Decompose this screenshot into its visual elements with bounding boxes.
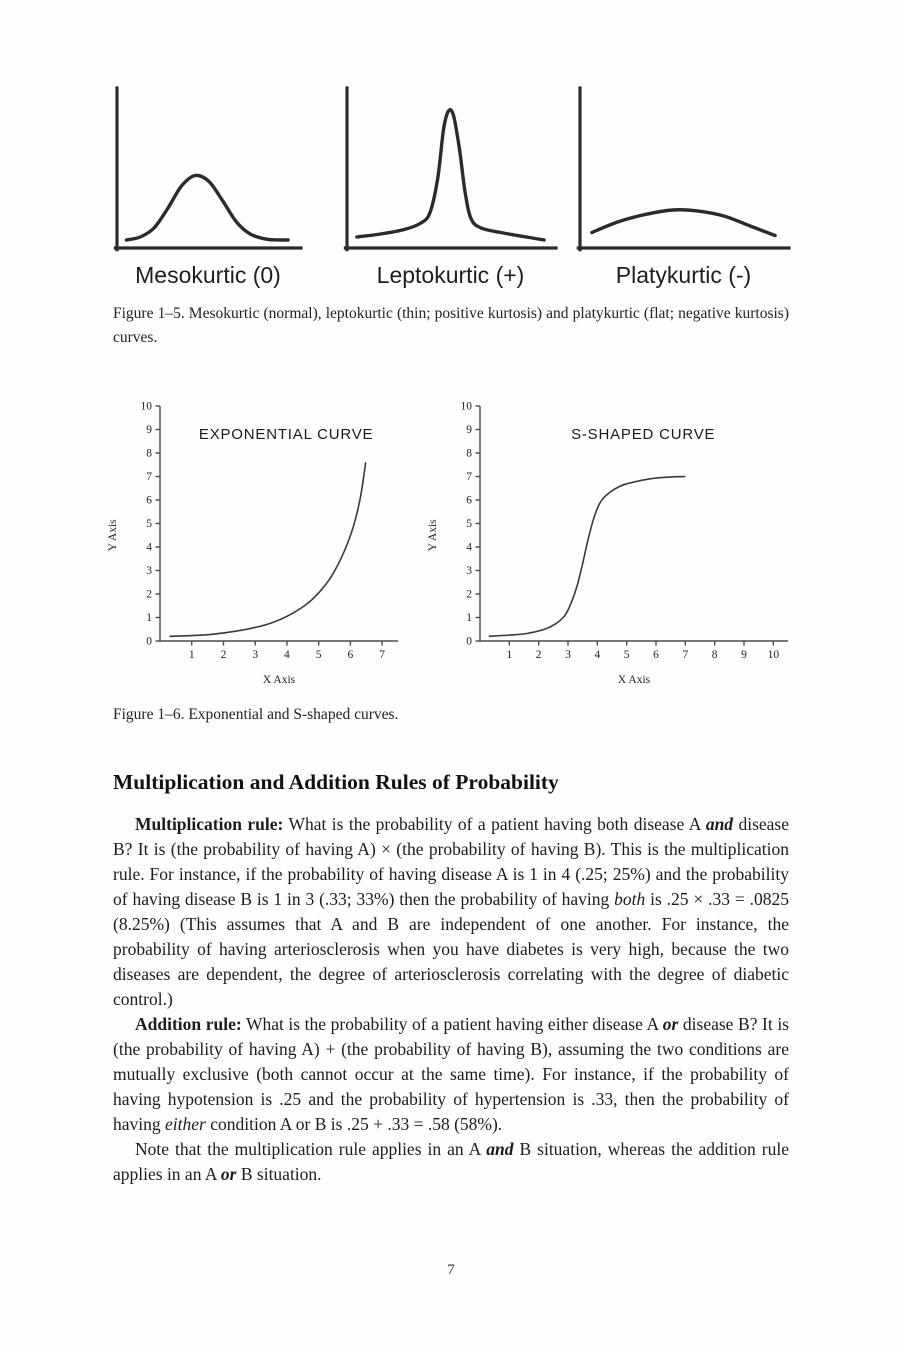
platykurtic-label: Platykurtic (-) [615,262,752,288]
x-tick-label: 3 [565,649,571,661]
chart-title: EXPONENTIAL CURVE [198,425,374,443]
panel-curve [126,175,288,240]
x-tick-label: 1 [506,649,513,661]
y-tick-label: 3 [466,565,472,577]
paragraph-text: disease B? It is (the probability of having A) × (the probability of having B). This is the multiplication rule. For instance, if the probability of having disease A is 1 in 4 (.25; 25%) and the probability of having disease B is 1 in 3 (.33; 33%) then the probability of having [113,814,790,909]
y-tick-label: 5 [146,518,152,530]
mesokurtic-curve-plot [113,86,303,254]
y-tick-label: 9 [146,424,152,436]
paragraph-text: B situation. [236,1164,322,1184]
y-tick-label: 0 [466,635,472,648]
section-heading: Multiplication and Addition Rules of Probability [113,770,559,794]
emphasis-or: or [220,1164,237,1184]
paragraph-text: condition A or B is .25 + .33 = .58 (58%). [205,1114,503,1134]
paragraph-lead: Addition rule: [135,1014,242,1034]
y-tick-label: 7 [466,471,472,483]
emphasis-either: either [165,1114,206,1134]
x-tick-label: 2 [535,649,542,661]
y-axis-label: Y Axis [107,519,119,552]
y-tick-label: 10 [460,400,472,413]
y-tick-label: 1 [466,612,472,624]
curve-path [170,462,366,636]
y-tick-label: 8 [146,447,152,460]
y-tick-label: 4 [146,541,152,554]
y-tick-label: 2 [146,588,152,601]
paragraph-text: disease B? It is (the probability of having A) + (the probability of having B), assuming the two conditions are mutually exclusive (both cannot occur at the same time). For instance, if the probability of having hypotension is .25 and the probability of hypertension is .33, then the probability of having [113,1014,789,1134]
y-tick-label: 0 [146,635,152,648]
y-tick-label: 7 [146,471,152,483]
emphasis-or: or [662,1014,679,1034]
curve-path [489,477,686,637]
y-tick-label: 1 [146,612,152,624]
x-tick-label: 3 [252,649,259,661]
mesokurtic-label: Mesokurtic (0) [135,262,281,288]
leptokurtic-curve-plot [343,86,558,254]
x-axis-label: X Axis [617,674,651,686]
x-axis-label: X Axis [262,674,296,686]
x-tick-label: 5 [315,649,322,661]
y-tick-label: 3 [146,565,152,577]
y-tick-label: 6 [466,494,472,507]
x-tick-label: 7 [682,649,689,661]
page-number: 7 [447,1262,455,1278]
paragraph-text: What is the probability of a patient having either disease A [241,1014,663,1034]
x-tick-label: 4 [284,649,290,661]
platykurtic-panel [576,86,791,289]
note-paragraph [113,1137,789,1187]
x-tick-label: 4 [594,649,601,661]
exponential-curve-chart [100,396,410,691]
chart-gap [410,396,420,691]
platykurtic-curve-plot [576,86,791,254]
leptokurtic-label: Leptokurtic (+) [376,262,525,288]
paragraph-text: What is the probability of a patient having both disease A [283,814,706,834]
figure-1-6 [100,396,800,691]
paragraph-text: is .25 × .33 = .0825 (8.25%) (This assumes that A and B are independent of one another. For instance, the probability of having arteriosclerosis when you have diabetes is very high, because the two diseases are dependent, the degree of arteriosclerosis correlating with the degree of diabetic control.) [113,889,789,1009]
x-tick-label: 10 [767,649,780,661]
figure-1-5 [113,86,791,289]
x-tick-label: 8 [711,649,718,661]
y-tick-label: 8 [466,447,472,460]
paragraph-lead: Multiplication rule: [135,814,284,834]
x-tick-label: 9 [741,649,747,661]
multiplication-rule-paragraph [113,812,789,1012]
figure-1-6-caption: Figure 1–6. Exponential and S-shaped curves. [113,706,399,723]
y-tick-label: 9 [466,424,472,436]
emphasis-both: both [614,889,646,909]
y-tick-label: 6 [146,494,152,507]
y-tick-label: 5 [466,518,472,530]
figure-1-5-caption: Figure 1–5. Mesokurtic (normal), leptokurtic (thin; positive kurtosis) and platykurtic (flat; negative kurtosis) curves. [113,305,789,346]
emphasis-and: and [486,1139,514,1159]
x-tick-label: 1 [188,649,195,661]
y-axis-label: Y Axis [427,519,439,552]
x-tick-label: 7 [379,649,386,661]
y-tick-label: 10 [140,400,152,413]
panel-curve [357,110,544,240]
x-tick-label: 6 [653,649,659,661]
paragraph-text: B situation, whereas the addition rule applies in an A [113,1139,790,1184]
leptokurtic-panel [343,86,558,289]
emphasis-and: and [705,814,734,834]
mesokurtic-panel [113,86,303,289]
x-tick-label: 6 [347,649,354,661]
body-text [113,812,789,1187]
panel-curve [592,210,775,236]
y-tick-label: 4 [466,541,472,554]
chart-title: S-SHAPED CURVE [571,425,716,443]
x-tick-label: 2 [220,649,227,661]
y-tick-label: 2 [466,588,472,601]
x-tick-label: 5 [623,649,630,661]
addition-rule-paragraph [113,1012,789,1137]
s-shaped-curve-chart [420,396,800,691]
paragraph-text: Note that the multiplication rule applies in an A [135,1139,487,1159]
